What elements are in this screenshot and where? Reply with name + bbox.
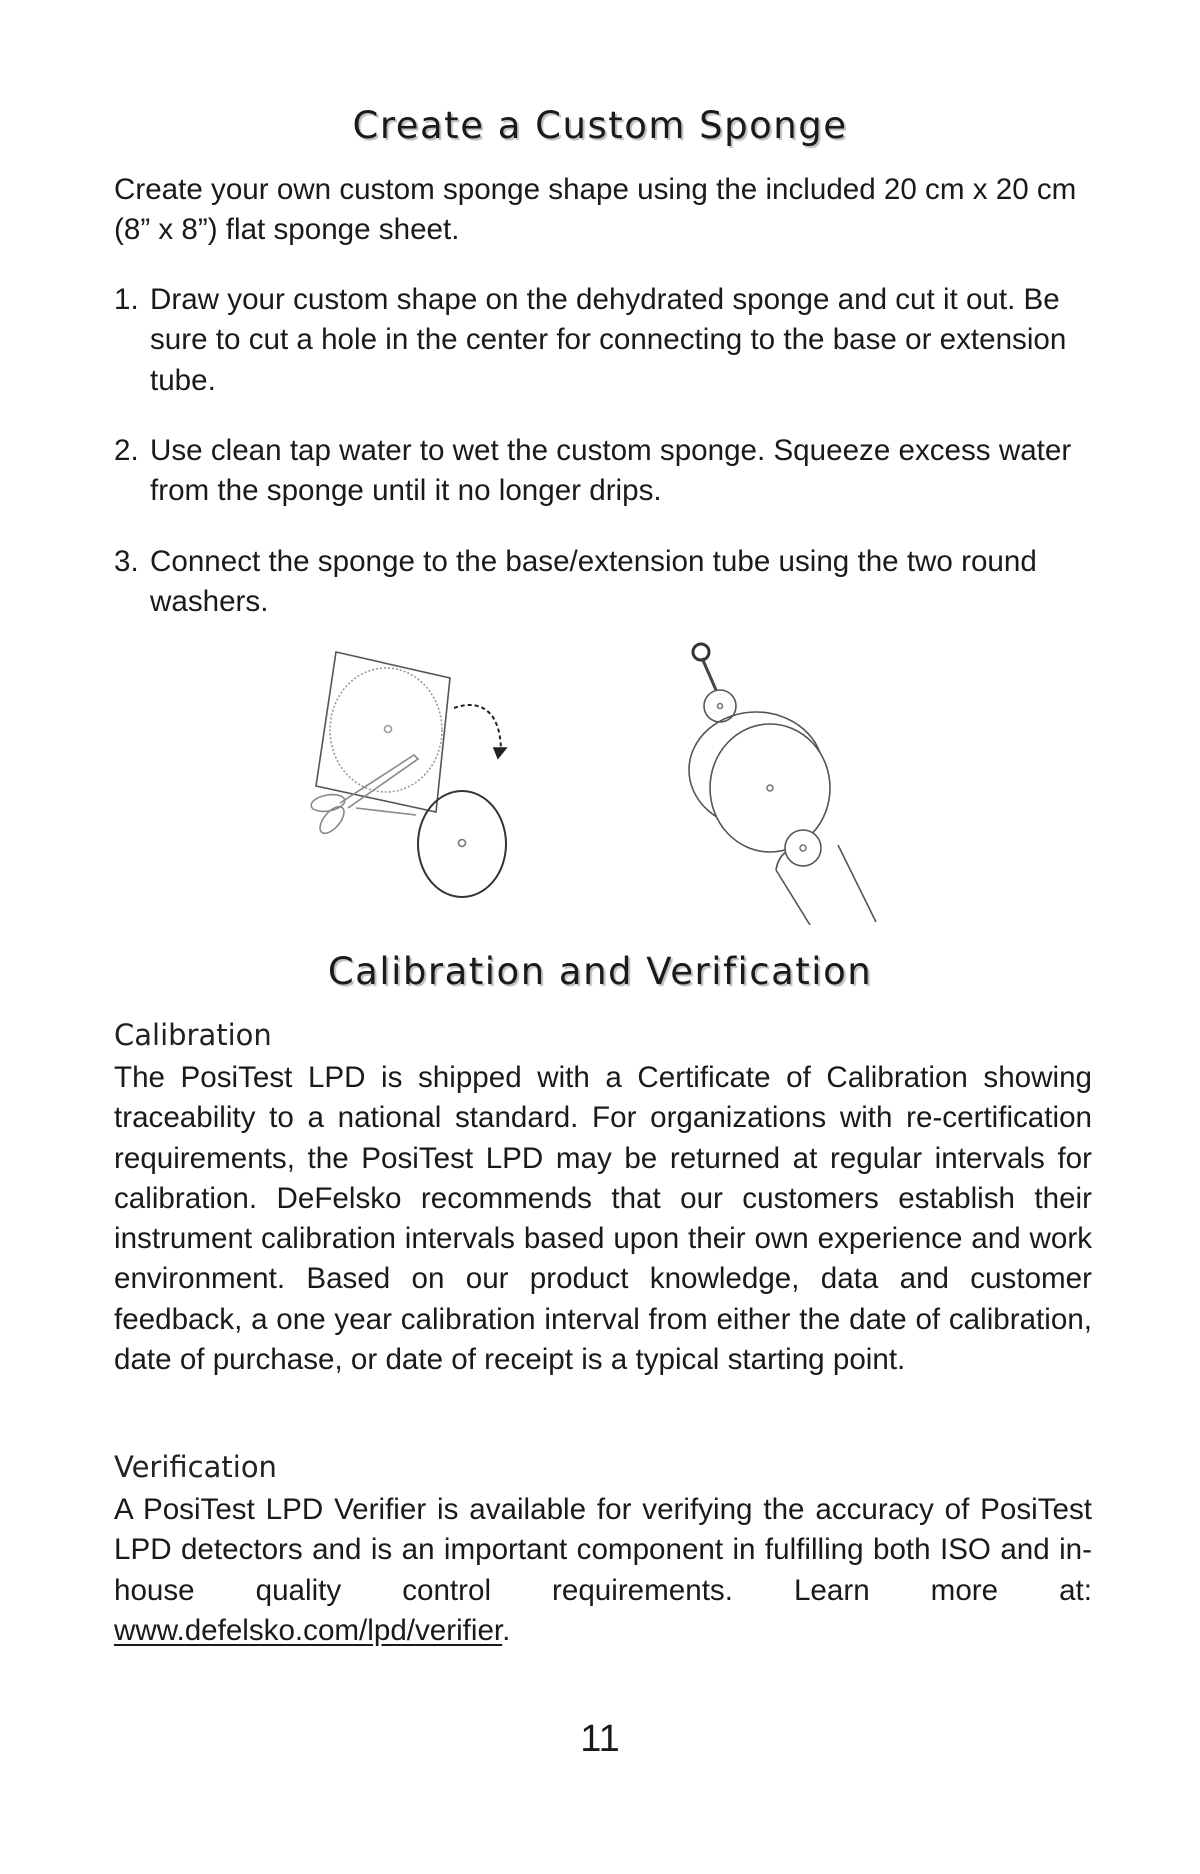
page-number: 11 <box>580 1718 620 1760</box>
arrow-head-icon <box>494 748 506 758</box>
step-number: 3. <box>114 545 139 578</box>
washer-bottom-icon <box>785 830 821 866</box>
sponge-sheet-icon <box>316 652 450 812</box>
washer-top-icon <box>704 690 736 722</box>
verifier-link[interactable]: www.defelsko.com/lpd/verifier <box>114 1613 503 1647</box>
verification-text: A PosiTest LPD Verifier is available for verifying the accuracy of PosiTest LPD detectors and is an important component in fulfilling both ISO and in-house quality control requirements. Learn more at: <box>114 1493 1092 1607</box>
custom-sponge-intro: Create your own custom sponge shape using the included 20 cm x 20 cm (8” x 8”) flat sponge sheet. <box>114 173 1077 247</box>
sponge-assembly-illustration <box>680 640 880 925</box>
step-text: Draw your custom shape on the dehydrated sponge and cut it out. Be sure to cut a hole in the center for connecting to the base or extension tube. <box>150 283 1067 397</box>
verification-trailing: . <box>502 1613 511 1647</box>
step-text: Connect the sponge to the base/extension tube using the two round washers. <box>150 545 1037 619</box>
calibration-heading: Calibration <box>114 1018 272 1052</box>
cut-sponge-illustration <box>304 640 564 925</box>
section-title-calibration-verification: Calibration and Verification <box>327 950 873 993</box>
screw-icon <box>702 658 716 690</box>
step-list-item <box>114 542 1092 623</box>
cut-sponge-circle-icon <box>418 791 506 897</box>
step-text: Use clean tap water to wet the custom sponge. Squeeze excess water from the sponge until it no longer drips. <box>150 434 1072 508</box>
verification-heading: Verification <box>114 1450 277 1484</box>
section-title-custom-sponge: Create a Custom Sponge <box>352 104 848 147</box>
arrow-path-icon <box>454 705 501 750</box>
step-number: 1. <box>114 283 139 316</box>
step-number: 2. <box>114 434 139 467</box>
scissors-icon <box>310 755 418 837</box>
step-list-item <box>114 431 1092 512</box>
calibration-text: The PosiTest LPD is shipped with a Certificate of Calibration showing traceability to a national standard. For organizations with re-certification requirements, the PosiTest LPD may be returned at regular intervals for calibration. DeFelsko recommends that our customers establish their instrument calibration intervals based upon their own experience and work environment. Based on our product knowledge, data and customer feedback, a one year calibration interval from either the date of calibration, date of purchase, or date of receipt is a typical starting point. <box>114 1061 1092 1377</box>
verification-paragraph <box>114 1490 1092 1651</box>
screw-head-icon <box>693 644 709 660</box>
step-list-item <box>114 280 1092 401</box>
